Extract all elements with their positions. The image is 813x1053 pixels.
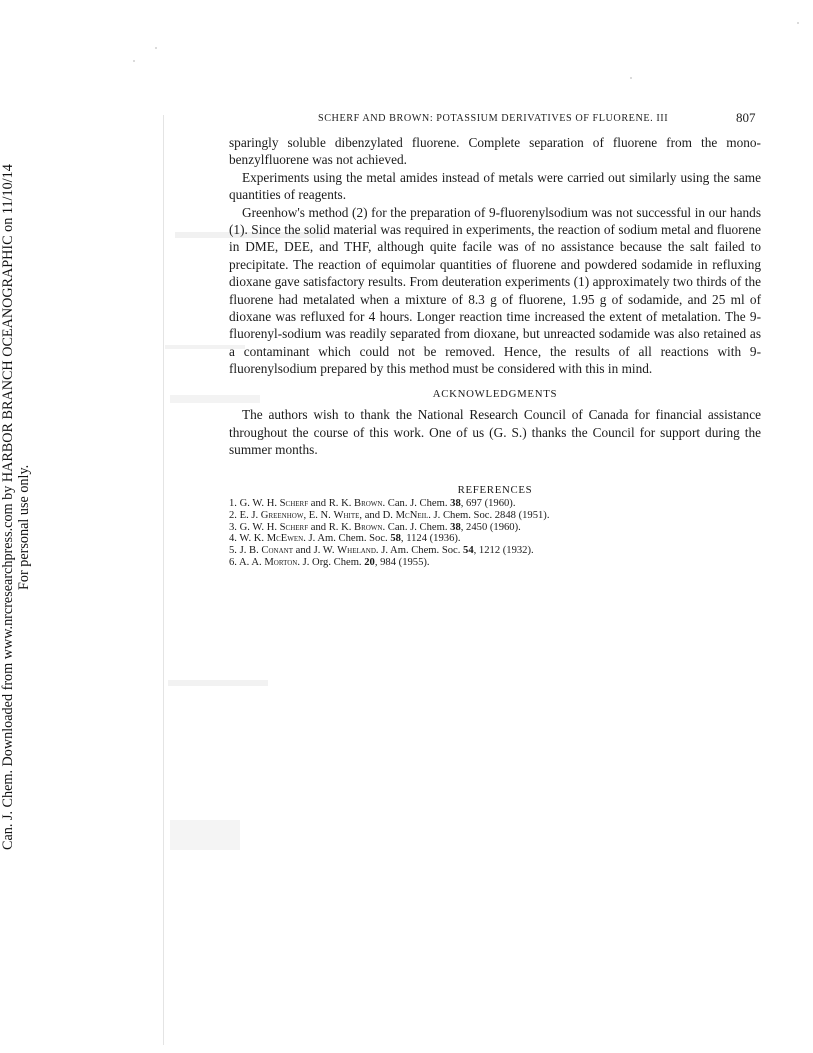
scan-artifact [170, 820, 240, 850]
paragraph: Greenhow's method (2) for the preparation of 9-fluorenylsodium was not successful in our hands (1). Since the solid material was required in experiments, the reaction of sodium metal and fluorene in DME, DEE, and THF, although quite facile was of no assistance because the salt failed to precipitate. The reaction of equimolar quantities of fluorene and powdered sodamide in refluxing dioxane gave satisfactory results. From deuteration experiments (1) approximately two thirds of the fluorene had metalated when a mixture of 8.3 g of fluorene, 1.95 g of sodamide, and 25 ml of dioxane was refluxed for 4 hours. Longer reaction time increased the extent of metalation. The 9-fluorenyl-sodium was readily separated from dioxane, but unreacted sodamide was also retained as a contaminant which could not be removed. Hence, the results of all reactions with 9-fluorenylsodium prepared by this method must be considered with this in mind. [229, 204, 761, 377]
acknowledgments-text: The authors wish to thank the National Research Council of Canada for financial assistance throughout the course of this work. One of us (G. S.) thanks the Council for support during the summer months. [229, 407, 761, 457]
scan-dot [155, 47, 157, 49]
download-notice [0, 0, 32, 1045]
personal-use-line: For personal use only. [16, 464, 32, 590]
references-section [229, 484, 761, 569]
references-heading: REFERENCES [457, 484, 533, 496]
reference-item: 6. A. A. Morton. J. Org. Chem. 20, 984 (1955). [229, 556, 430, 568]
scan-dot [630, 77, 632, 79]
scan-dot [133, 60, 135, 62]
scan-artifact [168, 680, 268, 686]
reference-item: 5. J. B. Conant and J. W. Wheland. J. Am. Chem. Soc. 54, 1212 (1932). [229, 545, 534, 557]
scan-dot [797, 22, 799, 24]
download-notice-line: Can. J. Chem. Downloaded from www.nrcresearchpress.com by HARBOR BRANCH OCEANOGRAPHIC on 11/10/14 [0, 164, 16, 850]
paragraph: Experiments using the metal amides instead of metals were carried out similarly using the same quantities of reagents. [229, 169, 761, 203]
article-body [229, 134, 761, 458]
paragraph: sparingly soluble dibenzylated fluorene. Complete separation of fluorene from the mono-benzylfluorene was not achieved. [229, 135, 761, 168]
reference-item: 2. E. J. Greenhow, E. N. White, and D. McNeil. J. Chem. Soc. 2848 (1951). [229, 509, 550, 521]
reference-item: 3. G. W. H. Scherf and R. K. Brown. Can. J. Chem. 38, 2450 (1960). [229, 521, 521, 533]
reference-item: 4. W. K. McEwen. J. Am. Chem. Soc. 58, 1124 (1936). [229, 533, 461, 545]
reference-item: 1. G. W. H. Scherf and R. K. Brown. Can. J. Chem. 38, 697 (1960). [229, 498, 516, 509]
acknowledgments-heading: ACKNOWLEDGMENTS [432, 387, 558, 400]
scan-margin-rule [163, 115, 164, 1045]
page-number: 807 [736, 110, 756, 125]
reference-list [229, 498, 761, 569]
running-head: SCHERF AND BROWN: POTASSIUM DERIVATIVES OF FLUORENE. III [318, 113, 669, 124]
